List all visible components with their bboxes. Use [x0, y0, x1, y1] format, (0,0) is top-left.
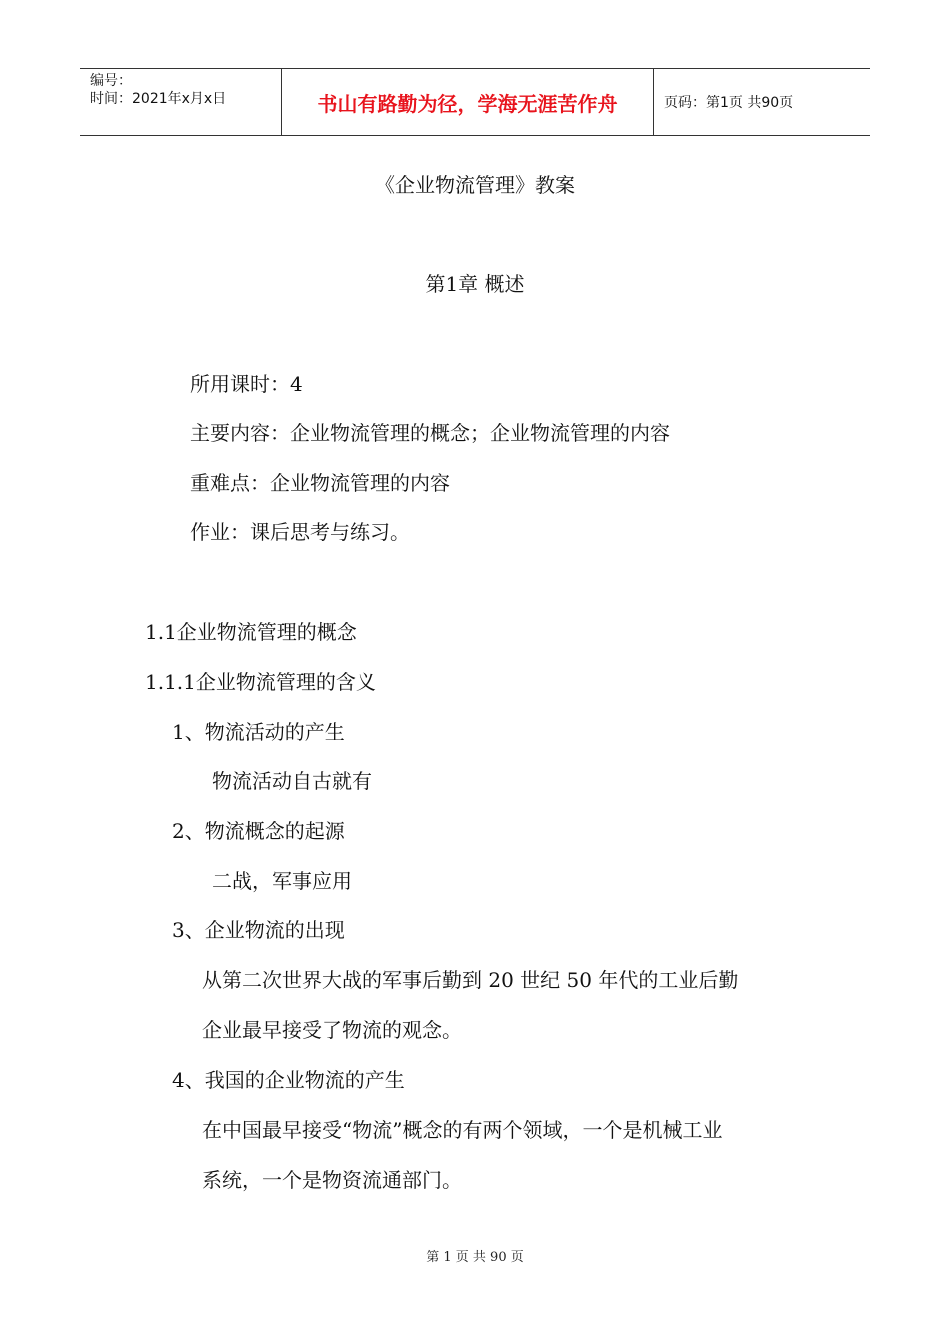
item-3-body-line2: 企业最早接受了物流的观念。: [202, 1018, 462, 1042]
header-motto: 书山有路勤为径，学海无涯苦作舟: [282, 69, 654, 135]
course-hours: 所用课时：4: [190, 372, 303, 396]
header-number-label: 编号：: [90, 73, 132, 89]
page-header: [80, 68, 870, 136]
item-3-body-line1: 从第二次世界大战的军事后勤到 20 世纪 50 年代的工业后勤: [202, 968, 739, 992]
item-1-title: 1、物流活动的产生: [172, 720, 345, 744]
item-1-body: 物流活动自古就有: [212, 769, 372, 793]
document-title: 《企业物流管理》教案: [375, 173, 575, 197]
item-3-title: 3、企业物流的出现: [172, 918, 345, 942]
item-2-body: 二战，军事应用: [212, 869, 352, 893]
section-heading-1-1: 1.1企业物流管理的概念: [145, 620, 357, 644]
section-heading-1-1-1: 1.1.1企业物流管理的含义: [145, 670, 376, 694]
item-2-title: 2、物流概念的起源: [172, 819, 345, 843]
page-footer: 第 1 页 共 90 页: [426, 1250, 524, 1265]
item-4-title: 4、我国的企业物流的产生: [172, 1068, 405, 1092]
item-4-body-line1: 在中国最早接受“物流”概念的有两个领域，一个是机械工业: [202, 1118, 723, 1142]
header-time-label: 时间：2021年x月x日: [90, 91, 227, 107]
homework: 作业：课后思考与练习。: [190, 520, 410, 544]
header-page-code: 页码：第1页 共90页: [664, 95, 794, 111]
header-meta: [80, 69, 282, 135]
item-4-body-line2: 系统，一个是物资流通部门。: [202, 1168, 462, 1192]
main-content: 主要内容：企业物流管理的概念；企业物流管理的内容: [190, 421, 670, 445]
key-points: 重难点：企业物流管理的内容: [190, 471, 450, 495]
chapter-heading: 第1章 概述: [425, 272, 525, 296]
